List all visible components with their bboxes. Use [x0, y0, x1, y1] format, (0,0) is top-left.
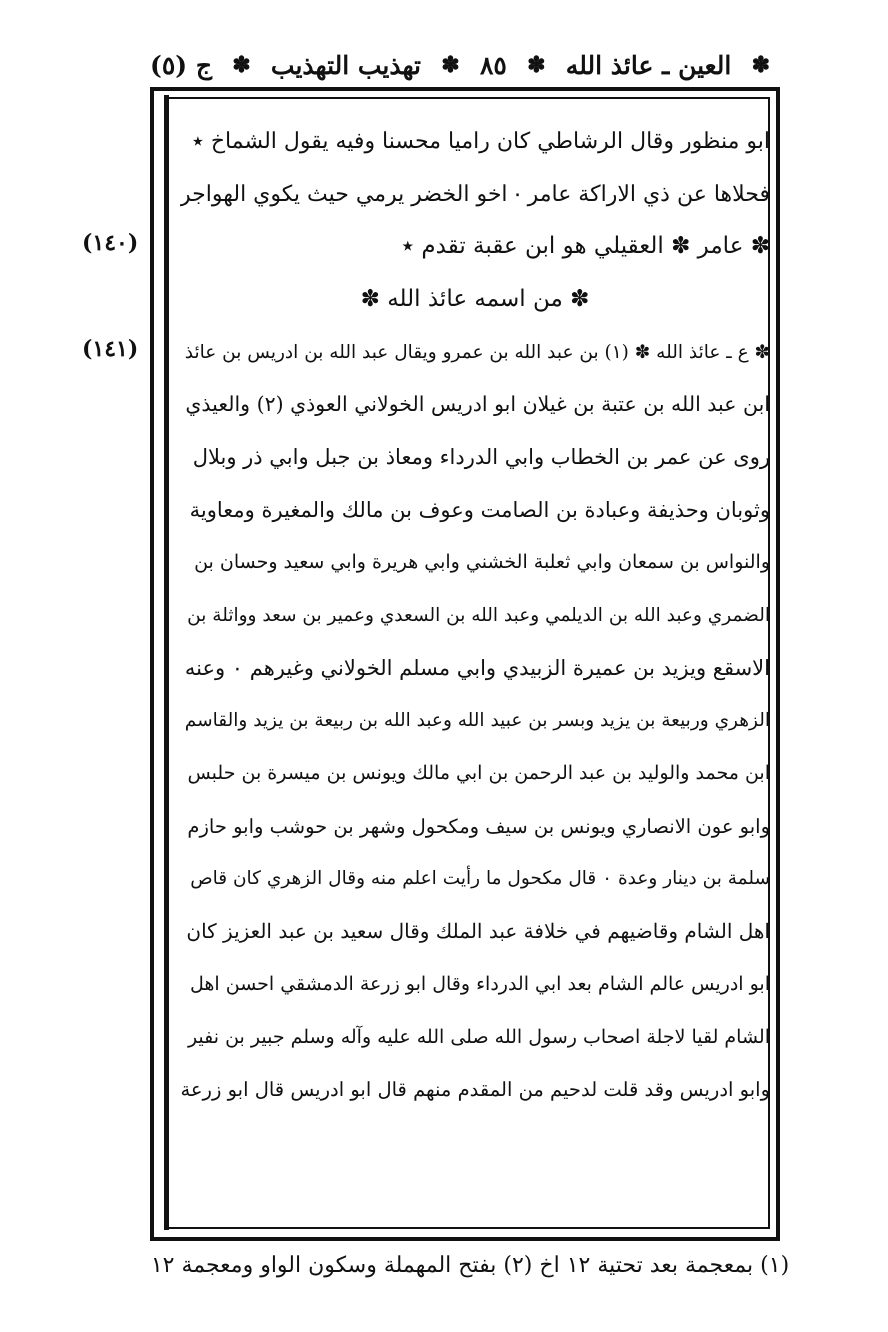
- text-line: [180, 326, 770, 379]
- text-line: [180, 431, 770, 484]
- line-text: وابو ادريس وقد قلت لدحيم من المقدم منهم قال ابو ادريس قال ابو زرعة: [180, 1078, 770, 1102]
- line-text: ✽ ع ـ عائذ الله ✽ (١) بن عبد الله بن عمرو ويقال عبد الله بن ادريس بن عائذ: [184, 341, 770, 363]
- text-line: [180, 273, 770, 326]
- text-line: [180, 589, 770, 642]
- text-line: [180, 853, 770, 906]
- line-text: والنواس بن سمعان وابي ثعلبة الخشني وابي هريرة وابي سعيد وحسان بن: [194, 551, 770, 574]
- line-text: ✽ عامر ✽ العقيلي هو ابن عقبة تقدم ٭: [401, 233, 770, 260]
- text-line: [180, 958, 770, 1011]
- text-line: [180, 905, 770, 958]
- text-line: [180, 220, 770, 273]
- verse-segment: ٠: [511, 181, 524, 207]
- line-text: وثوبان وحذيفة وعبادة بن الصامت وعوف بن مالك والمغيرة ومعاوية: [189, 497, 770, 522]
- line-text: الشام لقيا لاجلة اصحاب رسول الله صلى الله عليه وآله وسلم جبير بن نفير: [187, 1025, 770, 1048]
- text-line: [180, 168, 770, 221]
- line-text: الزهري وربيعة بن يزيد وبسر بن عبيد الله وعبد الله بن ربيعة بن يزيد والقاسم: [184, 710, 770, 732]
- ornament-icon: ✽: [441, 52, 460, 78]
- ornament-icon: ✽: [751, 52, 770, 78]
- verse-segment: فحلاها عن ذي الاراكة عامر: [527, 181, 770, 207]
- verse-segment: اخو الخضر يرمي حيث يكوي الهواجر: [180, 181, 508, 207]
- line-text: سلمة بن دينار وعدة ٠ قال مكحول ما رأيت اعلم منه وقال الزهري كان قاص: [190, 868, 770, 890]
- frame-left-rule: [164, 95, 169, 1230]
- header-book-title: تهذيب التهذيب: [270, 50, 421, 80]
- line-text: ابن عبد الله بن عتبة بن غيلان ابو ادريس الخولاني العوذي (٢) والعيذي: [185, 392, 770, 417]
- text-line: [180, 115, 770, 168]
- text-line: [180, 1011, 770, 1064]
- text-line: [180, 378, 770, 431]
- entry-number: (١٤١): [82, 335, 139, 362]
- footnote: (١) بمعجمة بعد تحتية ١٢ اخ (٢) بفتح المهملة وسكون الواو ومعجمة ١٢: [150, 1252, 790, 1278]
- ornament-icon: ✽: [527, 52, 546, 78]
- header-volume: ج (٥): [150, 50, 212, 80]
- entry-number: (١٤٠): [82, 230, 139, 257]
- text-line: [180, 642, 770, 695]
- text-line: [180, 747, 770, 800]
- line-text: الضمري وعبد الله بن الديلمي وعبد الله بن السعدي وعمير بن سعد وواثلة بن: [187, 605, 770, 627]
- line-text: ✽ من اسمه عائذ الله ✽: [360, 285, 590, 312]
- header-page-number: ٨٥: [479, 50, 507, 80]
- text-line: [180, 537, 770, 590]
- line-text: ابو منظور وقال الرشاطي كان راميا محسنا وفيه يقول الشماخ ٭: [191, 128, 770, 154]
- line-text: ابو ادريس عالم الشام بعد ابي الدرداء وقال ابو زرعة الدمشقي احسن اهل: [190, 972, 770, 995]
- page-header: [150, 40, 770, 90]
- ornament-icon: ✽: [232, 52, 251, 78]
- line-text: اهل الشام وقاضيهم في خلافة عبد الملك وقال سعيد بن عبد العزيز كان: [186, 919, 770, 944]
- text-line: [180, 800, 770, 853]
- line-text: ابن محمد والوليد بن عبد الرحمن بن ابي مالك ويونس بن ميسرة بن حلبس: [187, 762, 770, 785]
- line-text: الاسقع ويزيد بن عميرة الزبيدي وابي مسلم الخولاني وغيرهم ٠ وعنه: [184, 655, 770, 680]
- text-line: [180, 1063, 770, 1116]
- line-text: روى عن عمر بن الخطاب وابي الدرداء ومعاذ بن جبل وابي ذر وبلال: [192, 444, 770, 469]
- line-text: وابو عون الانصاري ويونس بن سيف ومكحول وشهر بن حوشب وابو حازم: [187, 814, 770, 838]
- text-body: [180, 115, 770, 1116]
- text-line: [180, 695, 770, 748]
- text-line: [180, 484, 770, 537]
- header-section: العين ـ عائذ الله: [565, 50, 732, 80]
